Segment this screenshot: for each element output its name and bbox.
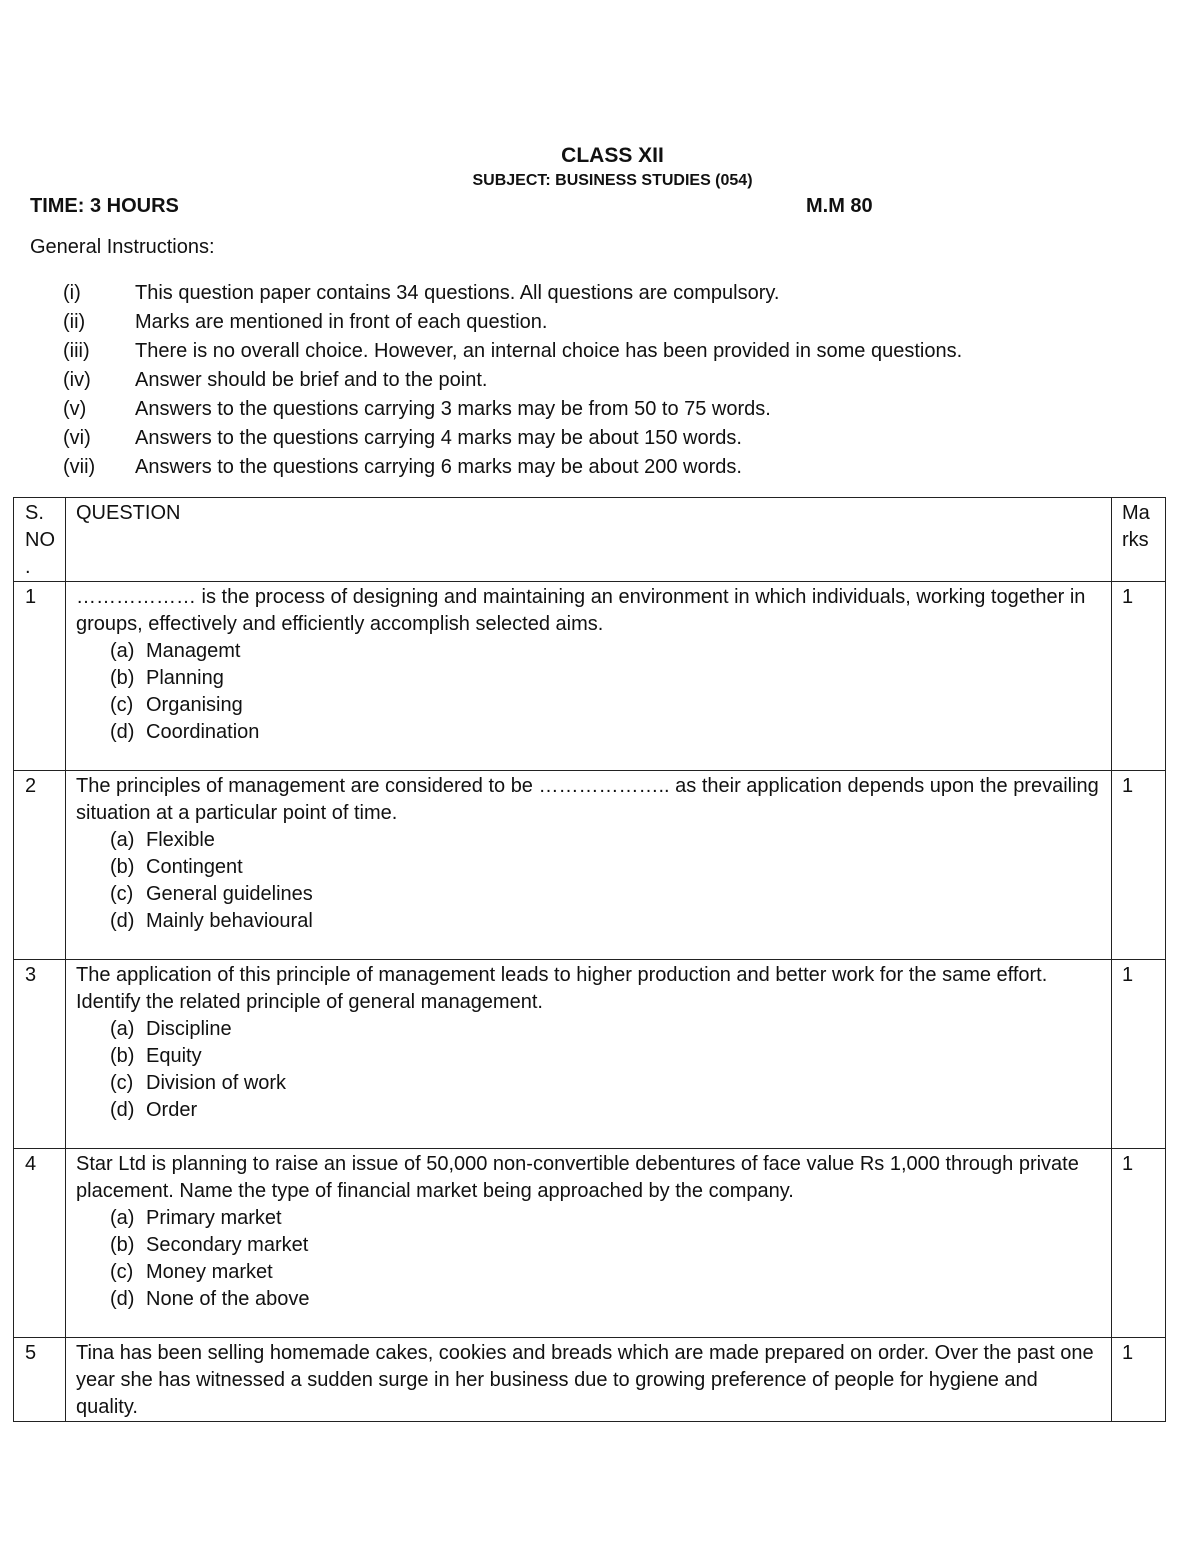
option-label: (a)	[110, 1207, 135, 1229]
class-title-text: CLASS XII	[561, 144, 664, 167]
instructions-heading: General Instructions:	[30, 236, 215, 258]
instruction-item	[0, 311, 1200, 340]
option-item	[76, 881, 1101, 908]
option-item	[76, 908, 1101, 935]
time-allowed: TIME: 3 HOURS	[30, 195, 179, 217]
question-marks: 1	[1112, 960, 1166, 1149]
instruction-text: Marks are mentioned in front of each question.	[135, 311, 548, 333]
option-label: (c)	[110, 1261, 134, 1283]
instruction-item	[0, 340, 1200, 369]
instruction-text: Answers to the questions carrying 6 marks may be about 200 words.	[135, 456, 742, 478]
sno-header-line: .	[25, 556, 31, 578]
option-label: (a)	[110, 640, 135, 662]
instruction-text: Answer should be brief and to the point.	[135, 369, 488, 391]
option-label: (b)	[110, 667, 135, 689]
option-text: Money market	[146, 1261, 273, 1283]
instruction-number: (vi)	[63, 427, 91, 449]
question-marks: 1	[1112, 771, 1166, 960]
option-label: (a)	[110, 1018, 135, 1040]
option-item	[76, 827, 1101, 854]
question-text: Star Ltd is planning to raise an issue of 50,000 non-convertible debentures of face value Rs 1,000 through private placement. Name the type of financial market being approached by the company.	[76, 1153, 1079, 1202]
option-label: (b)	[110, 856, 135, 878]
option-item	[76, 1097, 1101, 1124]
option-text: Coordination	[146, 721, 260, 743]
instruction-text: Answers to the questions carrying 3 marks may be from 50 to 75 words.	[135, 398, 771, 420]
option-label: (d)	[110, 910, 135, 932]
option-item	[76, 1043, 1101, 1070]
option-text: Mainly behavioural	[146, 910, 313, 932]
option-label: (d)	[110, 1288, 135, 1310]
question-text: Tina has been selling homemade cakes, cookies and breads which are made prepared on order. Over the past one year she has witnessed a sudden surge in her business due to growing preference of people for hygiene and quality.	[76, 1342, 1094, 1418]
instruction-number: (iii)	[63, 340, 90, 362]
sno-header-line: S.	[25, 502, 44, 524]
question-number: 4	[14, 1149, 66, 1338]
question-marks: 1	[1112, 1149, 1166, 1338]
instruction-item	[0, 398, 1200, 427]
option-text: Primary market	[146, 1207, 282, 1229]
option-label: (a)	[110, 829, 135, 851]
question-cell	[66, 582, 1112, 771]
question-text: The principles of management are considered to be ……………….. as their application depends upon the prevailing situation at a particular point of time.	[76, 775, 1099, 824]
option-label: (c)	[110, 883, 134, 905]
question-cell	[66, 1149, 1112, 1338]
instructions-list	[0, 282, 1200, 485]
instruction-text: There is no overall choice. However, an internal choice has been provided in some questions.	[135, 340, 963, 362]
option-text: None of the above	[146, 1288, 310, 1310]
option-text: Division of work	[146, 1072, 287, 1094]
option-item	[76, 854, 1101, 881]
option-label: (c)	[110, 1072, 134, 1094]
instruction-item	[0, 282, 1200, 311]
question-cell	[66, 1338, 1112, 1422]
sno-header	[14, 498, 66, 582]
max-marks: M.M 80	[806, 195, 873, 217]
option-item	[76, 719, 1101, 746]
marks-header-line: rks	[1122, 529, 1149, 551]
question-table	[13, 497, 1166, 1422]
instruction-number: (vii)	[63, 456, 96, 478]
question-number: 5	[14, 1338, 66, 1422]
option-item	[76, 692, 1101, 719]
option-item	[76, 1070, 1101, 1097]
marks-header	[1112, 498, 1166, 582]
instruction-number: (i)	[63, 282, 81, 304]
sno-header-line: NO	[25, 529, 55, 551]
question-marks: 1	[1112, 582, 1166, 771]
table-row	[14, 771, 1166, 960]
question-cell	[66, 960, 1112, 1149]
option-item	[76, 665, 1101, 692]
subject-text: SUBJECT: BUSINESS STUDIES (054)	[472, 172, 753, 189]
question-number: 3	[14, 960, 66, 1149]
instruction-text: This question paper contains 34 questions. All questions are compulsory.	[135, 282, 780, 304]
table-row	[14, 582, 1166, 771]
option-label: (d)	[110, 721, 135, 743]
table-row	[14, 1149, 1166, 1338]
option-text: Planning	[146, 667, 224, 689]
option-item	[76, 1259, 1101, 1286]
option-item	[76, 1205, 1101, 1232]
option-text: Managemt	[146, 640, 241, 662]
option-label: (c)	[110, 694, 134, 716]
question-number: 1	[14, 582, 66, 771]
instruction-text: Answers to the questions carrying 4 marks may be about 150 words.	[135, 427, 742, 449]
instruction-number: (iv)	[63, 369, 91, 391]
option-text: Equity	[146, 1045, 202, 1067]
option-item	[76, 1016, 1101, 1043]
option-text: Order	[146, 1099, 198, 1121]
option-label: (d)	[110, 1099, 135, 1121]
instruction-item	[0, 369, 1200, 398]
option-text: Contingent	[146, 856, 243, 878]
option-text: Flexible	[146, 829, 215, 851]
instruction-number: (v)	[63, 398, 87, 420]
instruction-item	[0, 427, 1200, 456]
question-header: QUESTION	[66, 498, 1112, 582]
option-item	[76, 638, 1101, 665]
option-text: Discipline	[146, 1018, 232, 1040]
class-title	[0, 144, 1200, 168]
instruction-item	[0, 456, 1200, 485]
option-item	[76, 1286, 1101, 1313]
table-header-row	[14, 498, 1166, 582]
option-text: General guidelines	[146, 883, 313, 905]
question-text: ……………… is the process of designing and maintaining an environment in which individuals, working together in groups, effectively and efficiently accomplish selected aims.	[76, 586, 1086, 635]
question-number: 2	[14, 771, 66, 960]
subject-line	[0, 172, 1200, 190]
option-item	[76, 1232, 1101, 1259]
option-label: (b)	[110, 1045, 135, 1067]
option-label: (b)	[110, 1234, 135, 1256]
question-text: The application of this principle of management leads to higher production and better work for the same effort. Identify the related principle of general management.	[76, 964, 1048, 1013]
marks-header-line: Ma	[1122, 502, 1150, 524]
option-text: Secondary market	[146, 1234, 309, 1256]
table-row	[14, 1338, 1166, 1422]
question-cell	[66, 771, 1112, 960]
instruction-number: (ii)	[63, 311, 86, 333]
table-row	[14, 960, 1166, 1149]
option-text: Organising	[146, 694, 243, 716]
question-marks: 1	[1112, 1338, 1166, 1422]
